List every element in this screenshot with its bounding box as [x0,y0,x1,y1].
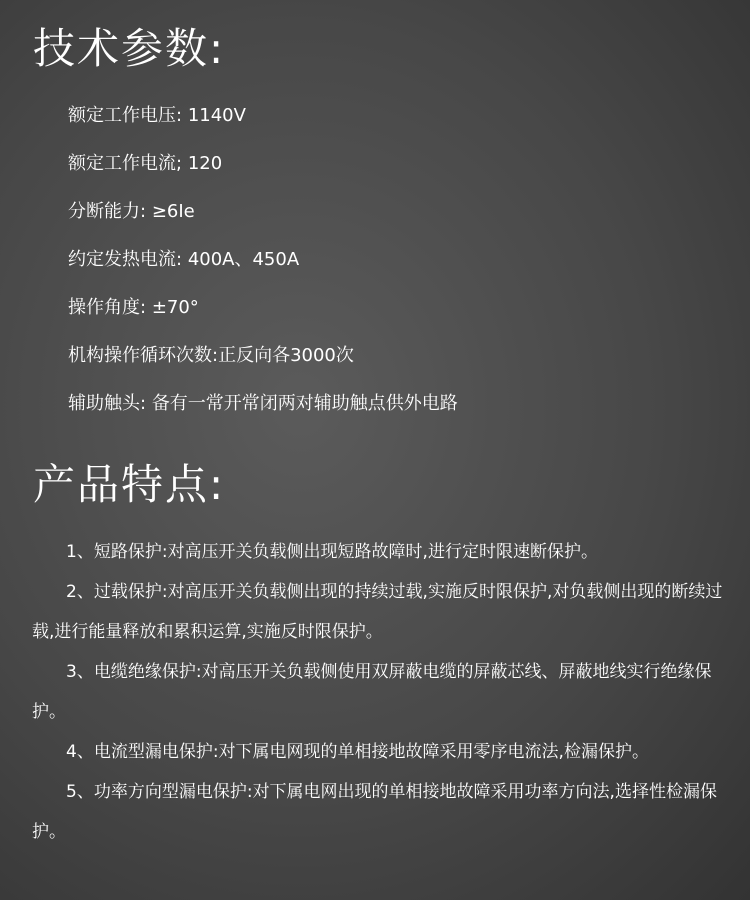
feature-item-short-circuit [32,532,732,572]
feature-number: 1、 [66,542,94,562]
feature-item-cable-insulation [32,652,732,732]
spec-label: 约定发热电流: [68,249,183,270]
feature-number: 3、 [66,662,94,682]
spec-value: ≥6Ie [151,201,195,222]
feature-list [32,532,732,852]
feature-description: 对高压开关负载侧出现的持续过载,实施反时限保护,对负载侧出现的断续过载,进行能量释放和累积运算,实施反时限保护。 [32,582,723,642]
feature-name: 电流型漏电保护: [93,742,219,762]
spec-value: 120 [187,153,223,174]
spec-item-rated-current [68,140,458,188]
feature-name: 短路保护: [93,542,168,562]
spec-value: 正反向各3000次 [218,345,354,366]
spec-item-operating-angle [68,284,458,332]
spec-value: 1140V [187,105,246,126]
feature-description: 对下属电网现的单相接地故障采用零序电流法,检漏保护。 [218,742,649,762]
spec-value: ±70° [151,297,199,318]
feature-item-current-leakage [32,732,732,772]
spec-label: 机构操作循环次数: [68,345,219,366]
spec-value: 400A、450A [187,249,300,270]
feature-name: 过载保护: [93,582,168,602]
feature-number: 2、 [66,582,94,602]
spec-item-breaking-capacity [68,188,458,236]
feature-item-power-direction-leakage [32,772,732,852]
feature-number: 5、 [66,782,94,802]
spec-item-operation-cycles [68,332,458,380]
spec-label: 辅助触头: [68,393,147,414]
spec-item-thermal-current [68,236,458,284]
spec-label: 额定工作电流; [68,153,183,174]
spec-label: 额定工作电压: [68,105,183,126]
spec-value: 备有一常开常闭两对辅助触点供外电路 [151,393,458,414]
feature-name: 电缆绝缘保护: [93,662,202,682]
spec-list [68,92,458,428]
spec-item-auxiliary-contacts [68,380,458,428]
feature-name: 功率方向型漏电保护: [93,782,253,802]
feature-description: 对高压开关负载侧出现短路故障时,进行定时限速断保护。 [167,542,598,562]
features-section-title: 产品特点: [33,460,226,509]
spec-label: 分断能力: [68,201,147,222]
spec-item-rated-voltage [68,92,458,140]
feature-description: 对下属电网出现的单相接地故障采用功率方向法,选择性检漏保护。 [32,782,717,842]
feature-description: 对高压开关负载侧使用双屏蔽电缆的屏蔽芯线、屏蔽地线实行绝缘保护。 [32,662,712,722]
spec-label: 操作角度: [68,297,147,318]
feature-number: 4、 [66,742,94,762]
specs-section-title: 技术参数: [33,24,226,73]
feature-item-overload [32,572,732,652]
